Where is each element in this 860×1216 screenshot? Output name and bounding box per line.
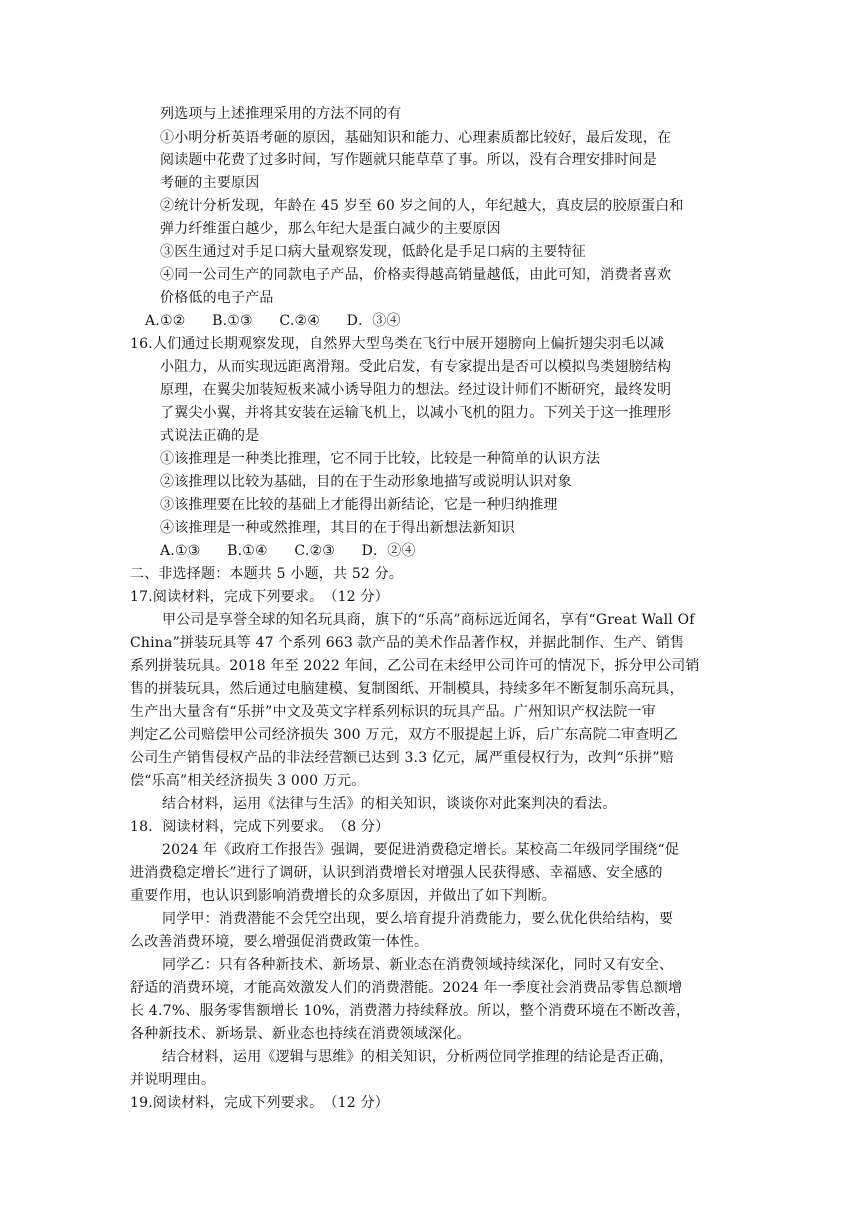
q16-item1: ①该推理是一种类比推理，它不同于比较，比较是一种简单的认识方法: [160, 451, 601, 467]
q17-para-line5: 生产出大量含有“乐拼”中文及英文字样系列标识的玩具产品。广州知识产权法院一审: [130, 704, 656, 720]
q17-title: 17.阅读材料，完成下列要求。 （12 分）: [130, 589, 389, 605]
q16-option-b[interactable]: B.①④: [227, 543, 268, 559]
q18-para1-line2: 进消费稳定增长”进行了调研，认识到消费增长对增强人民获得感、幸福感、安全感的: [130, 865, 663, 881]
q16-options: [160, 541, 438, 561]
q16-stem-line3: 原理，在翼尖加装短板来减小诱导阻力的想法。经过设计师们不断研究，最终发明: [160, 382, 672, 398]
q16-stem-line4: 了翼尖小翼，并将其安装在运输飞机上，以减小飞机的阻力。下列关于这一推理形: [160, 405, 672, 421]
q17-para-line2: China”拼装玩具等 47 个系列 663 款产品的美术作品著作权，并据此制作、生产、销售: [130, 635, 685, 651]
q16-option-d[interactable]: D．②④: [361, 543, 416, 559]
q17-para-line4: 售的拼装玩具，然后通过电脑建模、复制图纸、开制模具，持续多年不断复制乐高玩具，: [130, 681, 684, 697]
q17-para-line7: 公司生产销售侵权产品的非法经营额已达到 3.3 亿元，属严重侵权行为，改判“乐拼”赔: [130, 750, 674, 766]
q15-item1-line2: 阅读题中花费了过多时间，写作题就只能草草了事。所以，没有合理安排时间是: [160, 152, 657, 168]
q15-intro: 列选项与上述推理采用的方法不同的有: [160, 106, 402, 122]
q16-stem-line5: 式说法正确的是: [160, 428, 260, 444]
q16-stem-line1: 16.人们通过长期观察发现，自然界大型鸟类在飞行中展开翅膀向上偏折翅尖羽毛以减: [130, 336, 665, 352]
q17-task: 结合材料，运用《法律与生活》的相关知识，谈谈你对此案判决的看法。: [162, 796, 617, 812]
q17-para-line1: 甲公司是享誉全球的知名玩具商，旗下的“乐高”商标远近闻名，享有“Great Wall Of: [162, 612, 695, 628]
q18-para3-line2: 舒适的消费环境，才能高效激发人们的消费潜能。2024 年一季度社会消费品零售总额增: [130, 980, 683, 996]
q17-para-line8: 偿“乐高”相关经济损失 3 000 万元。: [130, 773, 366, 789]
q15-option-d[interactable]: D．③④: [346, 313, 401, 329]
q15-option-c[interactable]: C.②④: [279, 313, 320, 329]
q18-para3-line4: 各种新技术、新场景、新业态也持续在消费领域深化。: [130, 1026, 471, 1042]
q15-option-b[interactable]: B.①③: [212, 313, 253, 329]
q15-item4-line2: 价格低的电子产品: [160, 290, 274, 306]
section-two-heading: 二、非选择题：本题共 5 小题，共 52 分。: [130, 566, 404, 582]
q16-option-a[interactable]: A.①③: [160, 543, 201, 559]
q18-para1-line1: 2024 年《政府工作报告》强调，要促进消费稳定增长。某校高二年级同学围绕“促: [162, 842, 680, 858]
q15-option-a[interactable]: A.①②: [145, 313, 186, 329]
q18-para2-line2: 么改善消费环境，要么增强促消费政策一体性。: [130, 934, 429, 950]
q15-item1-line3: 考砸的主要原因: [160, 175, 260, 191]
q15-item4-line1: ④同一公司生产的同款电子产品，价格卖得越高销量越低，由此可知，消费者喜欢: [160, 267, 672, 283]
q16-stem-line2: 小阻力，从而实现远距离滑翔。受此启发，有专家提出是否可以模拟鸟类翅膀结构: [160, 359, 672, 375]
q18-para2-line1: 同学甲：消费潜能不会凭空出现，要么培育提升消费能力，要么优化供给结构，要: [162, 911, 674, 927]
q15-item2-line2: 弹力纤维蛋白越少，那么年纪大是蛋白减少的主要原因: [160, 221, 501, 237]
q15-item3: ③医生通过对手足口病大量观察发现，低龄化是手足口病的主要特征: [160, 244, 586, 260]
q19-title: 19.阅读材料，完成下列要求。 （12 分）: [130, 1095, 389, 1111]
q15-item1-line1: ①小明分析英语考砸的原因，基础知识和能力、心理素质都比较好，最后发现，在: [160, 130, 672, 146]
q16-option-c[interactable]: C.②③: [294, 543, 335, 559]
q18-task-line2: 并说明理由。: [130, 1072, 216, 1088]
q17-para-line6: 判定乙公司赔偿甲公司经济损失 300 万元，双方不服提起上诉，后广东高院二审查明乙: [130, 727, 678, 743]
q18-para3-line3: 长 4.7%、服务零售额增长 10%，消费潜力持续释放。所以，整个消费环境在不断改善，: [130, 1003, 691, 1019]
q18-para1-line3: 重要作用，也认识到影响消费增长的众多原因，并做出了如下判断。: [130, 888, 556, 904]
q16-item2: ②该推理以比较为基础，目的在于生动形象地描写或说明认识对象: [160, 474, 572, 490]
q16-item4: ④该推理是一种或然推理，其目的在于得出新想法新知识: [160, 520, 515, 536]
q17-para-line3: 系列拼装玩具。2018 年至 2022 年间，乙公司在未经甲公司许可的情况下，拆分甲公司销: [130, 658, 700, 674]
q16-item3: ③该推理要在比较的基础上才能得出新结论，它是一种归纳推理: [160, 497, 558, 513]
q18-task-line1: 结合材料，运用《逻辑与思维》的相关知识，分析两位同学推理的结论是否正确，: [162, 1049, 674, 1065]
q18-title: 18．阅读材料，完成下列要求。 （8 分）: [130, 819, 390, 835]
q15-options: [145, 311, 423, 331]
q18-para3-line1: 同学乙：只有各种新技术、新场景、新业态在消费领域持续深化，同时又有安全、: [162, 957, 674, 973]
q15-item2-line1: ②统计分析发现，年龄在 45 岁至 60 岁之间的人，年纪越大，真皮层的胶原蛋白和: [160, 198, 684, 214]
